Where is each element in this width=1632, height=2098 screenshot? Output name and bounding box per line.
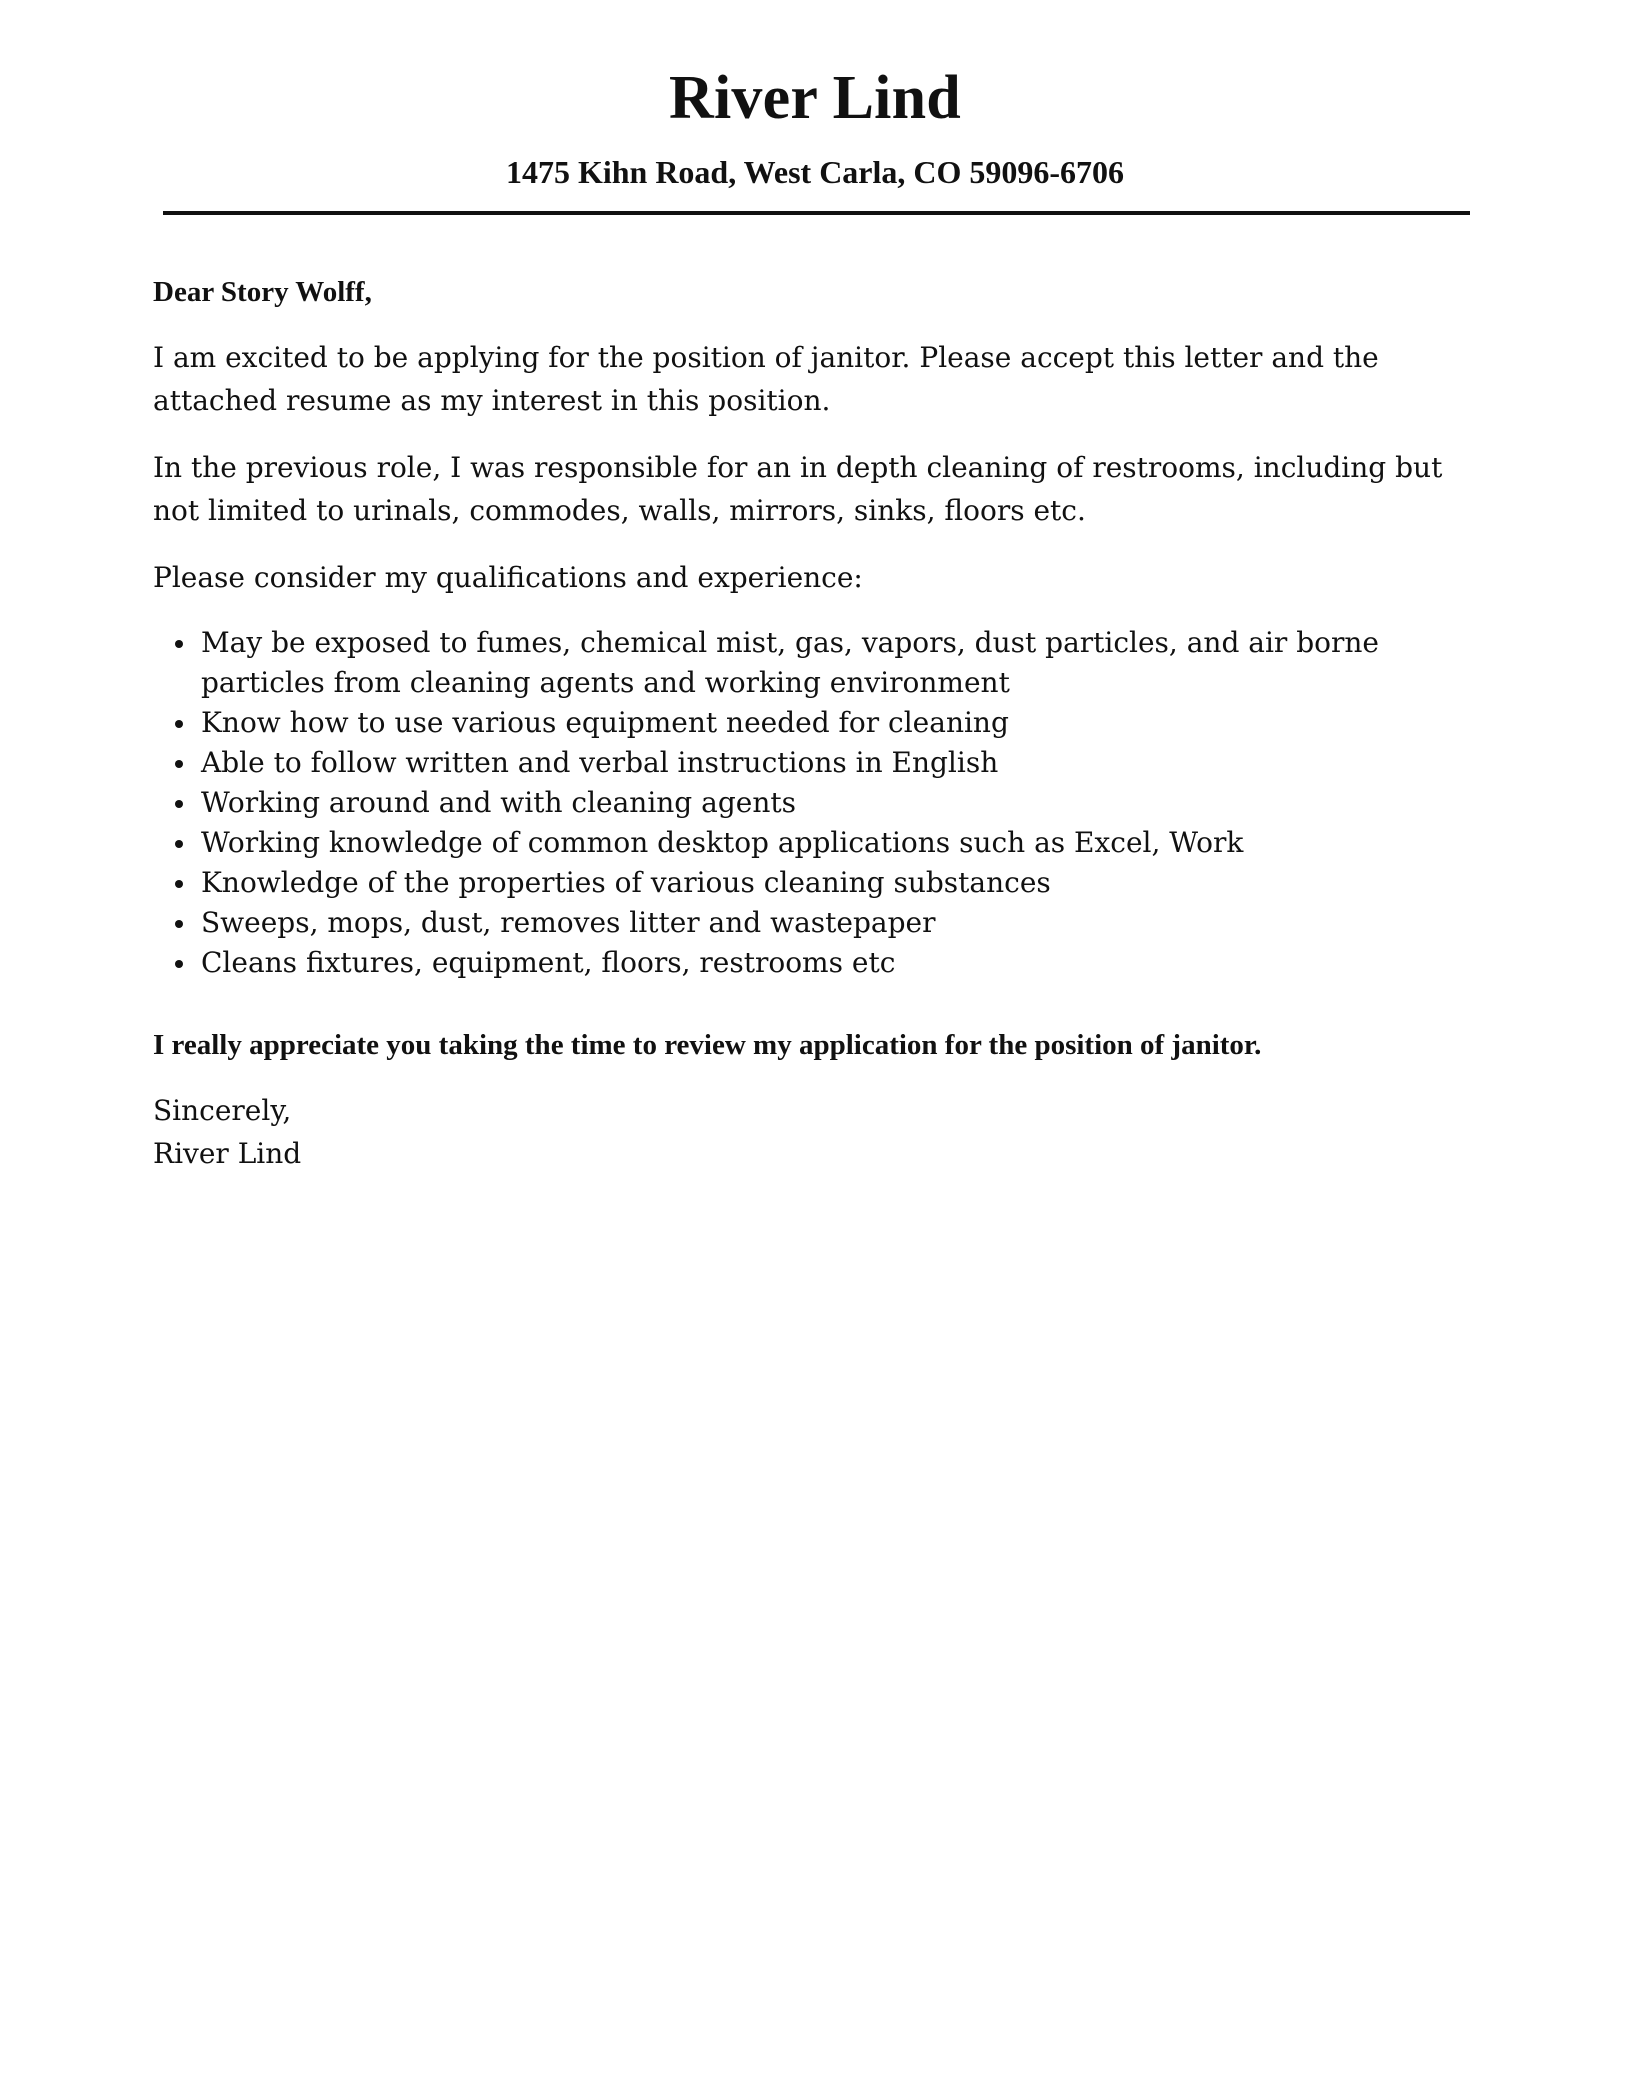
list-item-text: Knowledge of the properties of various cleaning substances <box>201 866 1051 899</box>
list-item-text: Working knowledge of common desktop applications such as Excel, Work <box>201 826 1244 859</box>
bullet-icon <box>175 920 183 928</box>
header-divider <box>163 211 1470 215</box>
list-item <box>201 783 1473 823</box>
sender-name: River Lind <box>669 64 961 132</box>
bullet-icon <box>175 760 183 768</box>
letter-header <box>160 62 1470 190</box>
paragraph-intro: I am excited to be applying for the position of janitor. Please accept this letter and the attached resume as my interest in this position. <box>153 341 1379 417</box>
list-item <box>201 903 1473 943</box>
list-item <box>201 943 1473 983</box>
bullet-icon <box>175 880 183 888</box>
list-item-text: Able to follow written and verbal instructions in English <box>201 746 999 779</box>
signature-name: River Lind <box>153 1137 302 1170</box>
list-item <box>201 623 1473 703</box>
letter-body <box>153 272 1473 1175</box>
bullet-icon <box>175 840 183 848</box>
sender-address: 1475 Kihn Road, West Carla, CO 59096-6706 <box>505 154 1125 190</box>
list-item-text: Know how to use various equipment needed for cleaning <box>201 706 1009 739</box>
list-item <box>201 703 1473 743</box>
paragraph-experience: In the previous role, I was responsible for an in depth cleaning of restrooms, including but not limited to urinals, commodes, walls, mirrors, sinks, floors etc. <box>153 451 1443 527</box>
signoff: Sincerely, <box>153 1094 292 1127</box>
bullet-icon <box>175 800 183 808</box>
list-item-text: Working around and with cleaning agents <box>201 786 796 819</box>
list-item-text: Sweeps, mops, dust, removes litter and wastepaper <box>201 906 936 939</box>
list-item <box>201 743 1473 783</box>
list-item-text: Cleans fixtures, equipment, floors, restrooms etc <box>201 946 896 979</box>
list-item <box>201 863 1473 903</box>
qualifications-list <box>153 623 1473 983</box>
bullet-icon <box>175 720 183 728</box>
bullet-icon <box>175 960 183 968</box>
salutation: Dear Story Wolff, <box>153 276 372 308</box>
bullet-icon <box>175 640 183 648</box>
closing-statement: I really appreciate you taking the time to review my application for the position of janitor. <box>153 1029 1262 1061</box>
list-item <box>201 823 1473 863</box>
list-item-text: May be exposed to fumes, chemical mist, gas, vapors, dust particles, and air borne particles from cleaning agents and working environment <box>201 626 1379 699</box>
paragraph-qualifications-lead: Please consider my qualifications and experience: <box>153 561 863 594</box>
